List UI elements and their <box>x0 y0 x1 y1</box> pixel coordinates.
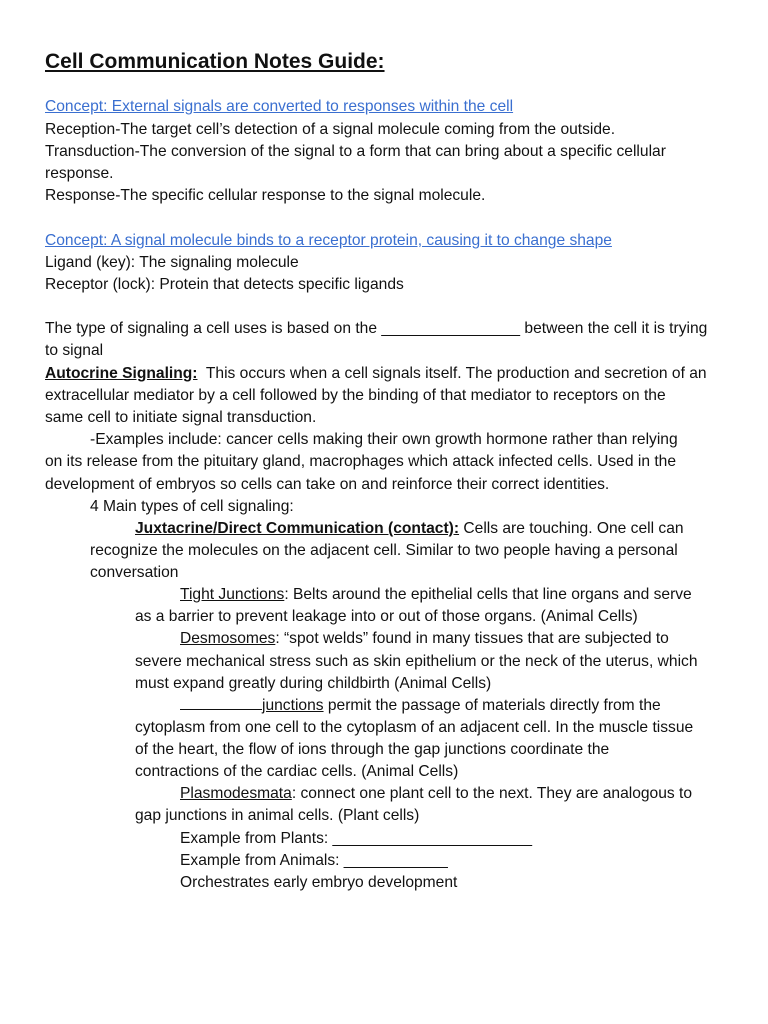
desmosomes-line-3: must expand greatly during childbirth (Animal Cells) <box>135 675 492 692</box>
juxtacrine-line-3: conversation <box>90 564 179 581</box>
autocrine-text: This occurs when a cell signals itself. The production and secretion of an <box>197 365 707 382</box>
juxtacrine-term: Juxtacrine/Direct Communication (contact): <box>135 520 460 537</box>
examples-line-3: development of embryos so cells can take on and reinforce their correct identities. <box>45 476 610 493</box>
example-from-plants: Example from Plants: _______________________ <box>180 830 532 847</box>
autocrine-line-3: same cell to initiate signal transduction. <box>45 409 317 426</box>
response-definition: Response-The specific cellular response to the signal molecule. <box>45 187 486 204</box>
signal-type-question: The type of signaling a cell uses is based on the ________________ between the cell it is trying <box>45 320 708 337</box>
concept-heading-1: Concept: External signals are converted to responses within the cell <box>45 98 514 115</box>
juxtacrine-line-2: recognize the molecules on the adjacent cell. Similar to two people having a personal <box>90 542 678 559</box>
gap-junctions-text: permit the passage of materials directly from the <box>323 697 661 714</box>
juxtacrine-text: Cells are touching. One cell can <box>459 520 684 537</box>
tight-junctions-term: Tight Junctions <box>180 586 285 603</box>
gap-junctions-line-4: contractions of the cardiac cells. (Animal Cells) <box>135 763 459 780</box>
transduction-definition-cont: response. <box>45 165 114 182</box>
reception-definition: Reception-The target cell’s detection of a signal molecule coming from the outside. <box>45 121 616 138</box>
desmosomes-paragraph <box>180 628 669 650</box>
receptor-definition: Receptor (lock): Protein that detects specific ligands <box>45 276 404 293</box>
plasmodesmata-term: Plasmodesmata <box>180 785 292 802</box>
gap-junctions-blank <box>180 695 262 710</box>
gap-junctions-line-3: of the heart, the flow of ions through the gap junctions coordinate the <box>135 741 610 758</box>
desmosomes-term: Desmosomes <box>180 630 276 647</box>
tight-junctions-paragraph <box>180 584 692 606</box>
example-from-animals: Example from Animals: ____________ <box>180 852 448 869</box>
tight-junctions-line-2: as a barrier to prevent leakage into or out of those organs. (Animal Cells) <box>135 608 638 625</box>
page-title: Cell Communication Notes Guide: <box>45 50 385 73</box>
examples-line-2: on its release from the pituitary gland, macrophages which attack infected cells. Used in the <box>45 453 677 470</box>
autocrine-term: Autocrine Signaling: <box>45 365 198 382</box>
gap-junctions-paragraph <box>180 695 661 717</box>
ligand-definition: Ligand (key): The signaling molecule <box>45 254 299 271</box>
concept-heading-2: Concept: A signal molecule binds to a receptor protein, causing it to change shape <box>45 232 612 249</box>
gap-junctions-line-2: cytoplasm from one cell to the cytoplasm of an adjacent cell. In the muscle tissue <box>135 719 694 736</box>
plasmodesmata-text: : connect one plant cell to the next. They are analogous to <box>291 785 693 802</box>
plasmodesmata-line-2: gap junctions in animal cells. (Plant cells) <box>135 807 420 824</box>
examples-line-1: -Examples include: cancer cells making their own growth hormone rather than relying <box>90 431 678 448</box>
tight-junctions-text: : Belts around the epithelial cells that line organs and serve <box>284 586 692 603</box>
signal-type-question-cont: to signal <box>45 342 104 359</box>
gap-junctions-word: junctions <box>262 697 324 714</box>
autocrine-line-2: extracellular mediator by a cell followed by the binding of that mediator to receptors on the <box>45 387 666 404</box>
juxtacrine-paragraph <box>135 518 684 540</box>
main-types-heading: 4 Main types of cell signaling: <box>90 498 294 515</box>
plasmodesmata-paragraph <box>180 783 692 805</box>
gap-junctions-term <box>180 697 324 714</box>
desmosomes-line-2: severe mechanical stress such as skin epithelium or the neck of the uterus, which <box>135 653 698 670</box>
orchestrates-note: Orchestrates early embryo development <box>180 874 458 891</box>
desmosomes-text: : “spot welds” found in many tissues that are subjected to <box>275 630 669 647</box>
autocrine-paragraph <box>45 363 707 385</box>
transduction-definition: Transduction-The conversion of the signal to a form that can bring about a specific cellular <box>45 143 666 160</box>
